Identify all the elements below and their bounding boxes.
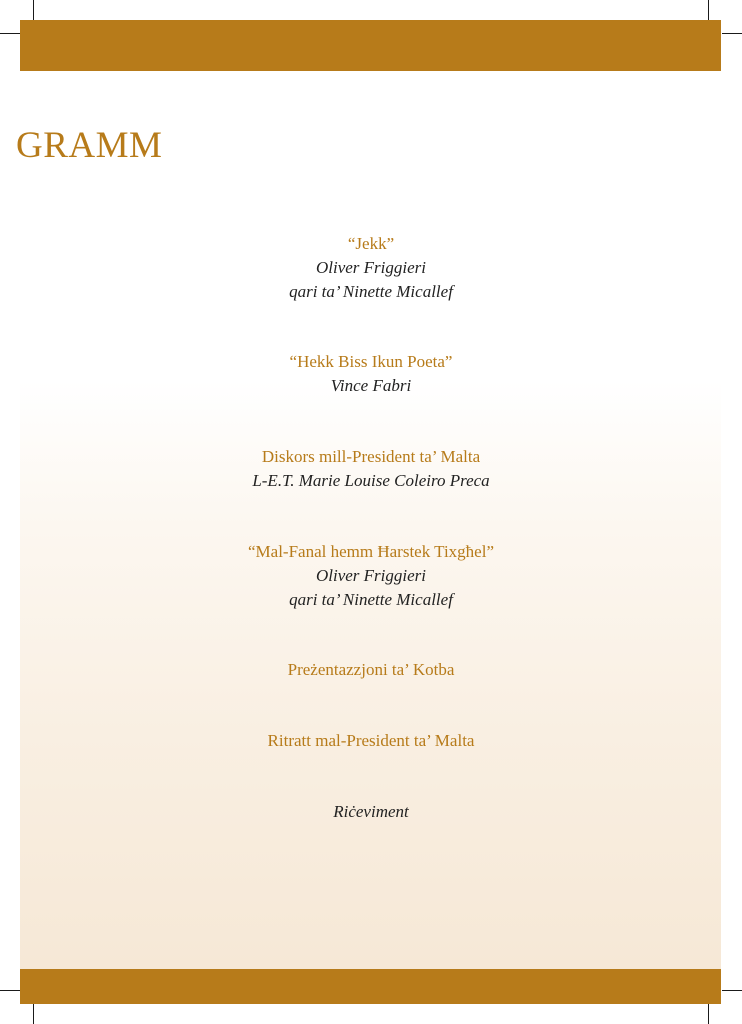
programme-item-hekk-biss [0, 350, 742, 398]
page-heading: GRAMM [16, 125, 163, 166]
item-author: Vince Fabri [330, 376, 412, 395]
item-title: Riċeviment [333, 802, 409, 821]
item-title: “Mal-Fanal hemm Ħarstek Tixgħel” [248, 542, 494, 561]
crop-mark [0, 990, 20, 991]
programme-item-mal-fanal [0, 540, 742, 612]
crop-mark [33, 1004, 34, 1024]
item-title: Diskors mill-President ta’ Malta [261, 447, 481, 466]
item-speaker: L-E.T. Marie Louise Coleiro Preca [252, 471, 490, 490]
crop-mark [708, 0, 709, 20]
top-gold-band [20, 20, 721, 71]
item-title: “Jekk” [347, 234, 395, 253]
programme-item-ritratt [0, 729, 742, 753]
item-author: Oliver Friggieri [315, 566, 426, 585]
crop-mark [708, 1004, 709, 1024]
item-reader: qari ta’ Ninette Micallef [289, 282, 453, 301]
programme-item-jekk [0, 232, 742, 304]
item-reader: qari ta’ Ninette Micallef [289, 590, 453, 609]
crop-mark [0, 33, 20, 34]
programme-item-diskors [0, 445, 742, 493]
crop-mark [722, 33, 742, 34]
item-title: Preżentazzjoni ta’ Kotba [287, 660, 455, 679]
crop-mark [722, 990, 742, 991]
programme-item-prezentazzjoni [0, 658, 742, 682]
item-title: Ritratt mal-President ta’ Malta [267, 731, 475, 750]
bottom-gold-band [20, 969, 721, 1004]
programme-item-riceviment [0, 800, 742, 824]
crop-mark [33, 0, 34, 20]
item-title: “Hekk Biss Ikun Poeta” [289, 352, 453, 371]
item-author: Oliver Friggieri [315, 258, 426, 277]
